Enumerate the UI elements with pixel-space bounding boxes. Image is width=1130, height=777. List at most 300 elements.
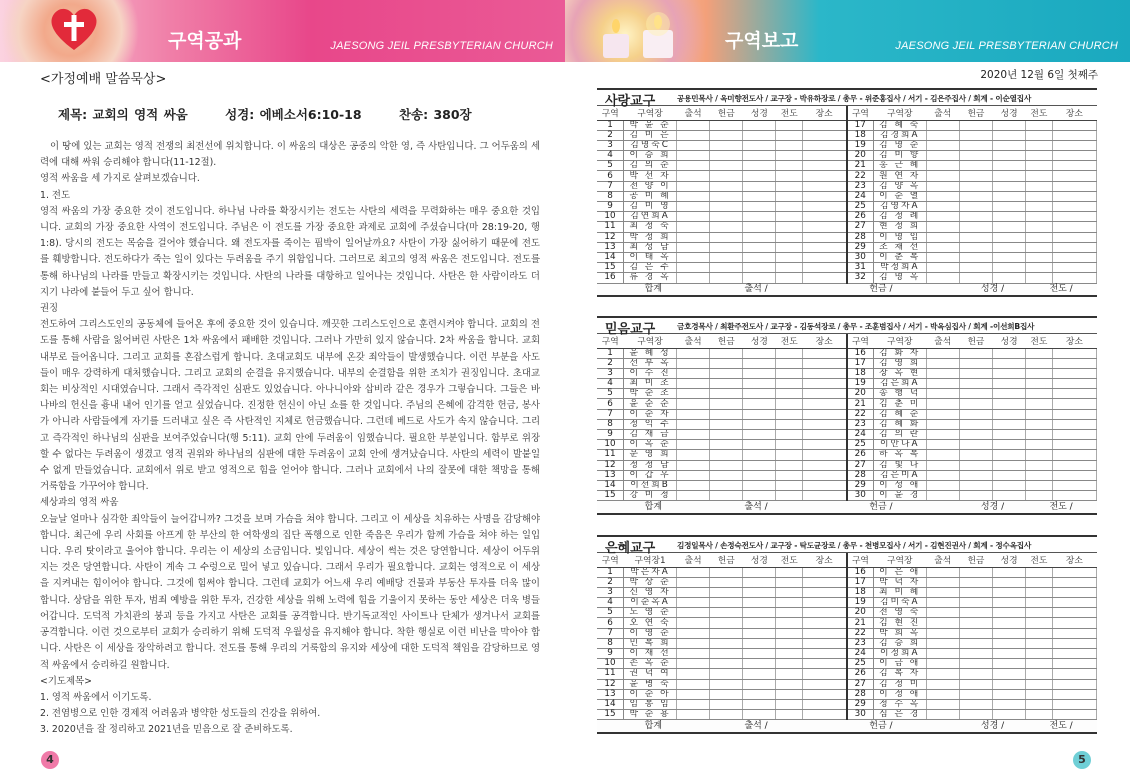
place-cell[interactable] (1052, 222, 1096, 232)
evangelism-cell[interactable] (1026, 618, 1053, 628)
offering-cell[interactable] (710, 628, 743, 638)
bible-cell[interactable] (993, 608, 1026, 618)
attendance-cell[interactable] (926, 263, 959, 273)
offering-cell[interactable] (710, 263, 743, 273)
offering-cell[interactable] (710, 669, 743, 679)
attendance-cell[interactable] (677, 181, 710, 191)
attendance-cell[interactable] (677, 389, 710, 399)
evangelism-cell[interactable] (1026, 130, 1053, 140)
place-cell[interactable] (802, 368, 846, 378)
offering-cell[interactable] (959, 598, 992, 608)
evangelism-cell[interactable] (776, 480, 803, 490)
attendance-cell[interactable] (926, 480, 959, 490)
attendance-cell[interactable] (677, 710, 710, 720)
attendance-cell[interactable] (677, 399, 710, 409)
bible-cell[interactable] (743, 161, 776, 171)
attendance-cell[interactable] (926, 232, 959, 242)
place-cell[interactable] (802, 212, 846, 222)
bible-cell[interactable] (993, 710, 1026, 720)
attendance-cell[interactable] (677, 480, 710, 490)
place-cell[interactable] (802, 181, 846, 191)
evangelism-cell[interactable] (1026, 348, 1053, 358)
evangelism-cell[interactable] (1026, 430, 1053, 440)
attendance-cell[interactable] (926, 191, 959, 201)
bible-cell[interactable] (743, 202, 776, 212)
place-cell[interactable] (1052, 598, 1096, 608)
bible-cell[interactable] (743, 710, 776, 720)
evangelism-cell[interactable] (1026, 440, 1053, 450)
attendance-cell[interactable] (677, 130, 710, 140)
evangelism-cell[interactable] (1026, 480, 1053, 490)
bible-cell[interactable] (993, 480, 1026, 490)
offering-cell[interactable] (710, 399, 743, 409)
evangelism-cell[interactable] (776, 212, 803, 222)
attendance-cell[interactable] (926, 161, 959, 171)
attendance-cell[interactable] (677, 699, 710, 709)
bible-cell[interactable] (743, 252, 776, 262)
evangelism-cell[interactable] (776, 618, 803, 628)
evangelism-cell[interactable] (1026, 608, 1053, 618)
offering-cell[interactable] (710, 419, 743, 429)
place-cell[interactable] (1052, 699, 1096, 709)
attendance-cell[interactable] (677, 450, 710, 460)
attendance-cell[interactable] (926, 710, 959, 720)
offering-cell[interactable] (959, 232, 992, 242)
bible-cell[interactable] (993, 212, 1026, 222)
offering-cell[interactable] (710, 659, 743, 669)
place-cell[interactable] (802, 638, 846, 648)
attendance-cell[interactable] (926, 567, 959, 577)
bible-cell[interactable] (743, 669, 776, 679)
attendance-cell[interactable] (926, 608, 959, 618)
bible-cell[interactable] (743, 358, 776, 368)
place-cell[interactable] (1052, 409, 1096, 419)
attendance-cell[interactable] (677, 161, 710, 171)
bible-cell[interactable] (993, 409, 1026, 419)
offering-cell[interactable] (710, 191, 743, 201)
bible-cell[interactable] (743, 120, 776, 130)
bible-cell[interactable] (743, 587, 776, 597)
offering-cell[interactable] (959, 242, 992, 252)
offering-cell[interactable] (710, 171, 743, 181)
evangelism-cell[interactable] (776, 567, 803, 577)
offering-cell[interactable] (710, 577, 743, 587)
bible-cell[interactable] (743, 659, 776, 669)
attendance-cell[interactable] (677, 491, 710, 501)
offering-cell[interactable] (959, 181, 992, 191)
attendance-cell[interactable] (677, 191, 710, 201)
attendance-cell[interactable] (926, 348, 959, 358)
bible-cell[interactable] (743, 409, 776, 419)
bible-cell[interactable] (993, 348, 1026, 358)
offering-cell[interactable] (959, 567, 992, 577)
attendance-cell[interactable] (677, 358, 710, 368)
evangelism-cell[interactable] (776, 470, 803, 480)
offering-cell[interactable] (710, 368, 743, 378)
attendance-cell[interactable] (677, 212, 710, 222)
evangelism-cell[interactable] (776, 171, 803, 181)
evangelism-cell[interactable] (1026, 409, 1053, 419)
attendance-cell[interactable] (926, 181, 959, 191)
attendance-cell[interactable] (926, 491, 959, 501)
evangelism-cell[interactable] (776, 460, 803, 470)
bible-cell[interactable] (993, 679, 1026, 689)
place-cell[interactable] (1052, 140, 1096, 150)
bible-cell[interactable] (743, 212, 776, 222)
bible-cell[interactable] (993, 491, 1026, 501)
attendance-cell[interactable] (677, 440, 710, 450)
place-cell[interactable] (1052, 212, 1096, 222)
attendance-cell[interactable] (677, 379, 710, 389)
place-cell[interactable] (1052, 202, 1096, 212)
offering-cell[interactable] (710, 409, 743, 419)
bible-cell[interactable] (743, 628, 776, 638)
bible-cell[interactable] (993, 161, 1026, 171)
bible-cell[interactable] (993, 567, 1026, 577)
evangelism-cell[interactable] (1026, 263, 1053, 273)
place-cell[interactable] (802, 273, 846, 283)
attendance-cell[interactable] (677, 689, 710, 699)
bible-cell[interactable] (743, 491, 776, 501)
bible-cell[interactable] (743, 460, 776, 470)
attendance-cell[interactable] (677, 232, 710, 242)
attendance-cell[interactable] (926, 358, 959, 368)
evangelism-cell[interactable] (1026, 460, 1053, 470)
place-cell[interactable] (802, 140, 846, 150)
bible-cell[interactable] (743, 379, 776, 389)
place-cell[interactable] (1052, 450, 1096, 460)
attendance-cell[interactable] (926, 638, 959, 648)
attendance-cell[interactable] (677, 587, 710, 597)
evangelism-cell[interactable] (776, 409, 803, 419)
place-cell[interactable] (802, 252, 846, 262)
attendance-cell[interactable] (677, 577, 710, 587)
offering-cell[interactable] (959, 577, 992, 587)
bible-cell[interactable] (993, 130, 1026, 140)
offering-cell[interactable] (710, 491, 743, 501)
evangelism-cell[interactable] (1026, 638, 1053, 648)
bible-cell[interactable] (993, 140, 1026, 150)
place-cell[interactable] (802, 242, 846, 252)
attendance-cell[interactable] (677, 419, 710, 429)
evangelism-cell[interactable] (1026, 358, 1053, 368)
evangelism-cell[interactable] (1026, 567, 1053, 577)
place-cell[interactable] (802, 699, 846, 709)
place-cell[interactable] (1052, 430, 1096, 440)
offering-cell[interactable] (959, 348, 992, 358)
attendance-cell[interactable] (926, 202, 959, 212)
evangelism-cell[interactable] (1026, 699, 1053, 709)
evangelism-cell[interactable] (1026, 587, 1053, 597)
bible-cell[interactable] (993, 151, 1026, 161)
bible-cell[interactable] (743, 577, 776, 587)
attendance-cell[interactable] (926, 419, 959, 429)
attendance-cell[interactable] (677, 348, 710, 358)
evangelism-cell[interactable] (776, 440, 803, 450)
place-cell[interactable] (802, 567, 846, 577)
place-cell[interactable] (802, 480, 846, 490)
offering-cell[interactable] (959, 470, 992, 480)
place-cell[interactable] (1052, 608, 1096, 618)
place-cell[interactable] (1052, 379, 1096, 389)
attendance-cell[interactable] (677, 628, 710, 638)
bible-cell[interactable] (993, 618, 1026, 628)
attendance-cell[interactable] (926, 130, 959, 140)
bible-cell[interactable] (993, 202, 1026, 212)
offering-cell[interactable] (710, 470, 743, 480)
bible-cell[interactable] (743, 222, 776, 232)
attendance-cell[interactable] (926, 649, 959, 659)
bible-cell[interactable] (993, 273, 1026, 283)
place-cell[interactable] (1052, 491, 1096, 501)
offering-cell[interactable] (959, 419, 992, 429)
place-cell[interactable] (1052, 120, 1096, 130)
offering-cell[interactable] (959, 120, 992, 130)
bible-cell[interactable] (993, 638, 1026, 648)
bible-cell[interactable] (743, 171, 776, 181)
place-cell[interactable] (802, 419, 846, 429)
bible-cell[interactable] (993, 171, 1026, 181)
bible-cell[interactable] (743, 419, 776, 429)
evangelism-cell[interactable] (776, 273, 803, 283)
bible-cell[interactable] (993, 598, 1026, 608)
evangelism-cell[interactable] (1026, 389, 1053, 399)
place-cell[interactable] (802, 460, 846, 470)
offering-cell[interactable] (710, 202, 743, 212)
bible-cell[interactable] (743, 567, 776, 577)
place-cell[interactable] (1052, 480, 1096, 490)
attendance-cell[interactable] (677, 140, 710, 150)
evangelism-cell[interactable] (1026, 171, 1053, 181)
evangelism-cell[interactable] (1026, 669, 1053, 679)
place-cell[interactable] (802, 161, 846, 171)
offering-cell[interactable] (959, 669, 992, 679)
attendance-cell[interactable] (677, 649, 710, 659)
bible-cell[interactable] (993, 450, 1026, 460)
bible-cell[interactable] (743, 689, 776, 699)
evangelism-cell[interactable] (776, 608, 803, 618)
evangelism-cell[interactable] (776, 669, 803, 679)
attendance-cell[interactable] (926, 440, 959, 450)
place-cell[interactable] (1052, 567, 1096, 577)
place-cell[interactable] (1052, 368, 1096, 378)
attendance-cell[interactable] (926, 460, 959, 470)
evangelism-cell[interactable] (1026, 222, 1053, 232)
attendance-cell[interactable] (926, 679, 959, 689)
evangelism-cell[interactable] (1026, 140, 1053, 150)
offering-cell[interactable] (710, 120, 743, 130)
offering-cell[interactable] (710, 273, 743, 283)
place-cell[interactable] (802, 430, 846, 440)
bible-cell[interactable] (743, 348, 776, 358)
offering-cell[interactable] (710, 212, 743, 222)
evangelism-cell[interactable] (776, 242, 803, 252)
bible-cell[interactable] (743, 273, 776, 283)
bible-cell[interactable] (743, 679, 776, 689)
attendance-cell[interactable] (926, 470, 959, 480)
place-cell[interactable] (802, 191, 846, 201)
bible-cell[interactable] (743, 140, 776, 150)
offering-cell[interactable] (959, 628, 992, 638)
bible-cell[interactable] (993, 120, 1026, 130)
attendance-cell[interactable] (926, 212, 959, 222)
evangelism-cell[interactable] (776, 649, 803, 659)
place-cell[interactable] (1052, 161, 1096, 171)
attendance-cell[interactable] (677, 202, 710, 212)
attendance-cell[interactable] (677, 120, 710, 130)
place-cell[interactable] (802, 202, 846, 212)
offering-cell[interactable] (710, 140, 743, 150)
offering-cell[interactable] (959, 430, 992, 440)
attendance-cell[interactable] (677, 252, 710, 262)
attendance-cell[interactable] (926, 598, 959, 608)
evangelism-cell[interactable] (1026, 491, 1053, 501)
evangelism-cell[interactable] (1026, 628, 1053, 638)
bible-cell[interactable] (743, 618, 776, 628)
attendance-cell[interactable] (926, 222, 959, 232)
place-cell[interactable] (1052, 470, 1096, 480)
offering-cell[interactable] (710, 348, 743, 358)
attendance-cell[interactable] (926, 368, 959, 378)
offering-cell[interactable] (959, 368, 992, 378)
bible-cell[interactable] (743, 368, 776, 378)
evangelism-cell[interactable] (1026, 450, 1053, 460)
bible-cell[interactable] (993, 222, 1026, 232)
bible-cell[interactable] (743, 699, 776, 709)
place-cell[interactable] (1052, 638, 1096, 648)
attendance-cell[interactable] (677, 409, 710, 419)
evangelism-cell[interactable] (776, 348, 803, 358)
bible-cell[interactable] (743, 480, 776, 490)
attendance-cell[interactable] (926, 171, 959, 181)
evangelism-cell[interactable] (776, 202, 803, 212)
place-cell[interactable] (1052, 263, 1096, 273)
evangelism-cell[interactable] (1026, 181, 1053, 191)
place-cell[interactable] (1052, 440, 1096, 450)
offering-cell[interactable] (710, 699, 743, 709)
offering-cell[interactable] (959, 130, 992, 140)
offering-cell[interactable] (710, 587, 743, 597)
attendance-cell[interactable] (926, 151, 959, 161)
evangelism-cell[interactable] (1026, 242, 1053, 252)
place-cell[interactable] (802, 130, 846, 140)
evangelism-cell[interactable] (1026, 273, 1053, 283)
evangelism-cell[interactable] (1026, 659, 1053, 669)
bible-cell[interactable] (993, 659, 1026, 669)
place-cell[interactable] (1052, 348, 1096, 358)
place-cell[interactable] (802, 409, 846, 419)
evangelism-cell[interactable] (776, 191, 803, 201)
evangelism-cell[interactable] (1026, 191, 1053, 201)
place-cell[interactable] (1052, 191, 1096, 201)
attendance-cell[interactable] (926, 430, 959, 440)
offering-cell[interactable] (710, 130, 743, 140)
evangelism-cell[interactable] (1026, 232, 1053, 242)
evangelism-cell[interactable] (776, 379, 803, 389)
bible-cell[interactable] (743, 598, 776, 608)
place-cell[interactable] (1052, 273, 1096, 283)
offering-cell[interactable] (959, 450, 992, 460)
offering-cell[interactable] (710, 151, 743, 161)
offering-cell[interactable] (710, 358, 743, 368)
evangelism-cell[interactable] (776, 710, 803, 720)
evangelism-cell[interactable] (776, 222, 803, 232)
offering-cell[interactable] (710, 440, 743, 450)
offering-cell[interactable] (959, 202, 992, 212)
attendance-cell[interactable] (926, 120, 959, 130)
attendance-cell[interactable] (677, 638, 710, 648)
attendance-cell[interactable] (677, 171, 710, 181)
offering-cell[interactable] (710, 638, 743, 648)
offering-cell[interactable] (959, 618, 992, 628)
attendance-cell[interactable] (677, 669, 710, 679)
offering-cell[interactable] (710, 222, 743, 232)
evangelism-cell[interactable] (776, 161, 803, 171)
bible-cell[interactable] (743, 638, 776, 648)
offering-cell[interactable] (710, 679, 743, 689)
place-cell[interactable] (802, 598, 846, 608)
evangelism-cell[interactable] (1026, 120, 1053, 130)
offering-cell[interactable] (959, 171, 992, 181)
evangelism-cell[interactable] (776, 151, 803, 161)
evangelism-cell[interactable] (1026, 151, 1053, 161)
place-cell[interactable] (1052, 151, 1096, 161)
place-cell[interactable] (802, 348, 846, 358)
evangelism-cell[interactable] (776, 430, 803, 440)
bible-cell[interactable] (993, 689, 1026, 699)
attendance-cell[interactable] (677, 608, 710, 618)
evangelism-cell[interactable] (1026, 252, 1053, 262)
bible-cell[interactable] (993, 440, 1026, 450)
offering-cell[interactable] (959, 460, 992, 470)
attendance-cell[interactable] (926, 389, 959, 399)
offering-cell[interactable] (710, 649, 743, 659)
offering-cell[interactable] (959, 252, 992, 262)
attendance-cell[interactable] (926, 273, 959, 283)
evangelism-cell[interactable] (1026, 399, 1053, 409)
place-cell[interactable] (802, 470, 846, 480)
attendance-cell[interactable] (677, 618, 710, 628)
place-cell[interactable] (802, 659, 846, 669)
attendance-cell[interactable] (677, 273, 710, 283)
offering-cell[interactable] (710, 710, 743, 720)
place-cell[interactable] (802, 171, 846, 181)
place-cell[interactable] (802, 608, 846, 618)
evangelism-cell[interactable] (1026, 649, 1053, 659)
evangelism-cell[interactable] (1026, 689, 1053, 699)
bible-cell[interactable] (993, 242, 1026, 252)
bible-cell[interactable] (743, 399, 776, 409)
bible-cell[interactable] (743, 263, 776, 273)
evangelism-cell[interactable] (776, 628, 803, 638)
offering-cell[interactable] (959, 710, 992, 720)
offering-cell[interactable] (710, 608, 743, 618)
evangelism-cell[interactable] (1026, 202, 1053, 212)
evangelism-cell[interactable] (1026, 598, 1053, 608)
attendance-cell[interactable] (926, 450, 959, 460)
place-cell[interactable] (1052, 460, 1096, 470)
place-cell[interactable] (1052, 171, 1096, 181)
place-cell[interactable] (802, 379, 846, 389)
offering-cell[interactable] (959, 638, 992, 648)
attendance-cell[interactable] (926, 577, 959, 587)
place-cell[interactable] (802, 679, 846, 689)
bible-cell[interactable] (993, 263, 1026, 273)
evangelism-cell[interactable] (776, 679, 803, 689)
place-cell[interactable] (1052, 419, 1096, 429)
bible-cell[interactable] (743, 440, 776, 450)
offering-cell[interactable] (959, 480, 992, 490)
